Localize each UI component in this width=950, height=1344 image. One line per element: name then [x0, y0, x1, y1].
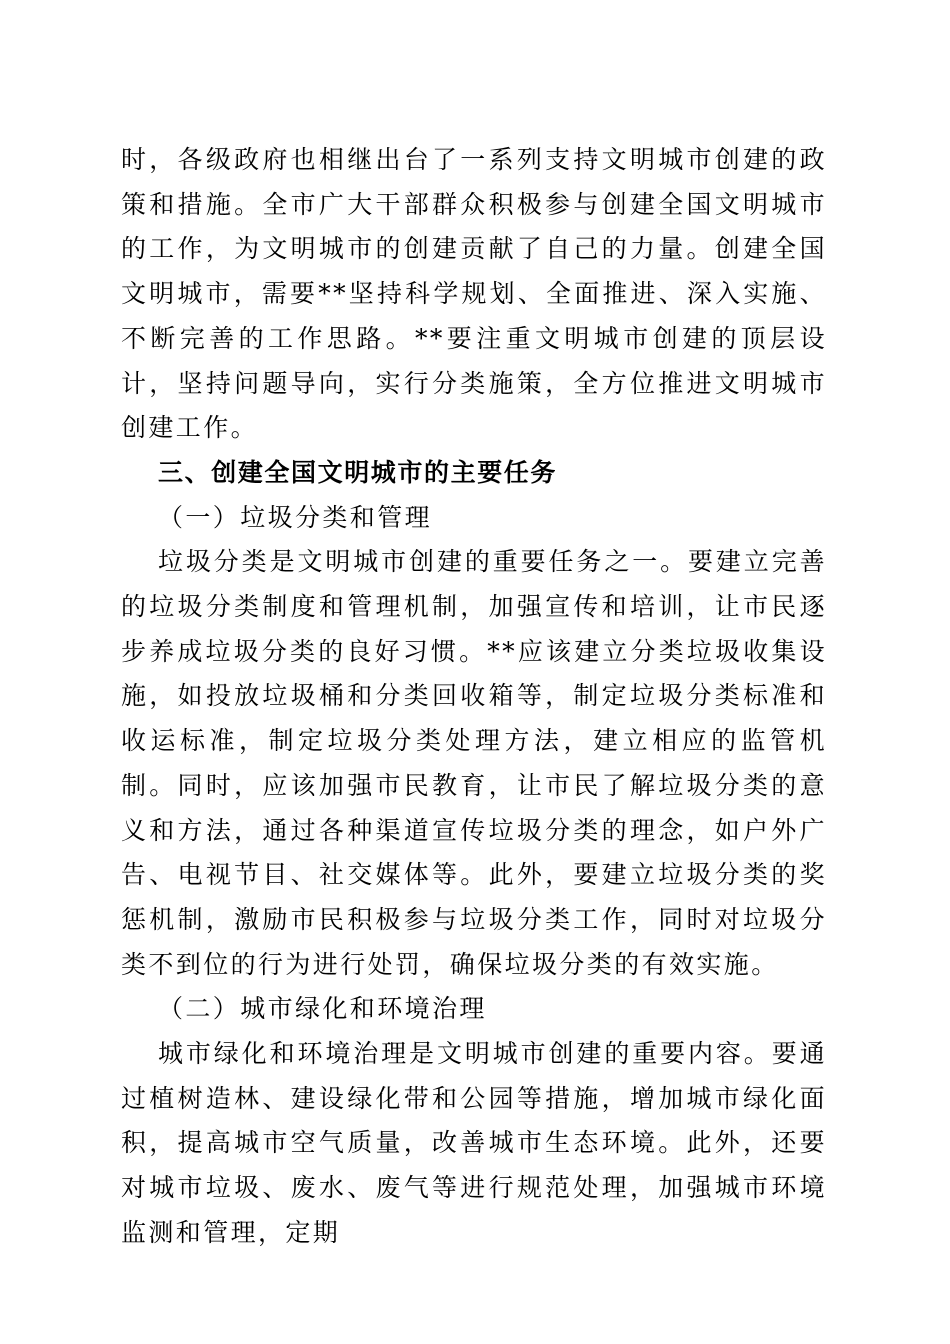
- section-heading: 三、创建全国文明城市的主要任务: [158, 457, 558, 487]
- subsection-body-1: 垃圾分类是文明城市创建的重要任务之一。要建立完善的垃圾分类制度和管理机制，加强宣传和培训，让市民逐步养成垃圾分类的良好习惯。**应该建立分类垃圾收集设施，如投放垃圾桶和分类回收箱等，制定垃圾分类标准和收运标准，制定垃圾分类处理方法，建立相应的监管机制。同时，应该加强市民教育，让市民了解垃圾分类的意义和方法，通过各种渠道宣传垃圾分类的理念，如户外广告、电视节目、社交媒体等。此外，要建立垃圾分类的奖惩机制，激励市民积极参与垃圾分类工作，同时对垃圾分类不到位的行为进行处罚，确保垃圾分类的有效实施。: [121, 547, 827, 979]
- subsection-heading-1: （一）垃圾分类和管理: [158, 502, 433, 532]
- intro-paragraph: 时，各级政府也相继出台了一系列支持文明城市创建的政策和措施。全市广大干部群众积极参与创建全国文明城市的工作，为文明城市的创建贡献了自己的力量。创建全国文明城市，需要**坚持科学规划、全面推进、深入实施、不断完善的工作思路。**要注重文明城市创建的顶层设计，坚持问题导向，实行分类施策，全方位推进文明城市创建工作。: [121, 145, 827, 443]
- subsection-body-2: 城市绿化和环境治理是文明城市创建的重要内容。要通过植树造林、建设绿化带和公园等措施，增加城市绿化面积，提高城市空气质量，改善城市生态环境。此外，还要对城市垃圾、废水、废气等进行规范处理，加强城市环境监测和管理，定期: [121, 1039, 827, 1247]
- subsection-heading-2: （二）城市绿化和环境治理: [158, 994, 487, 1024]
- document-body: [121, 138, 827, 1256]
